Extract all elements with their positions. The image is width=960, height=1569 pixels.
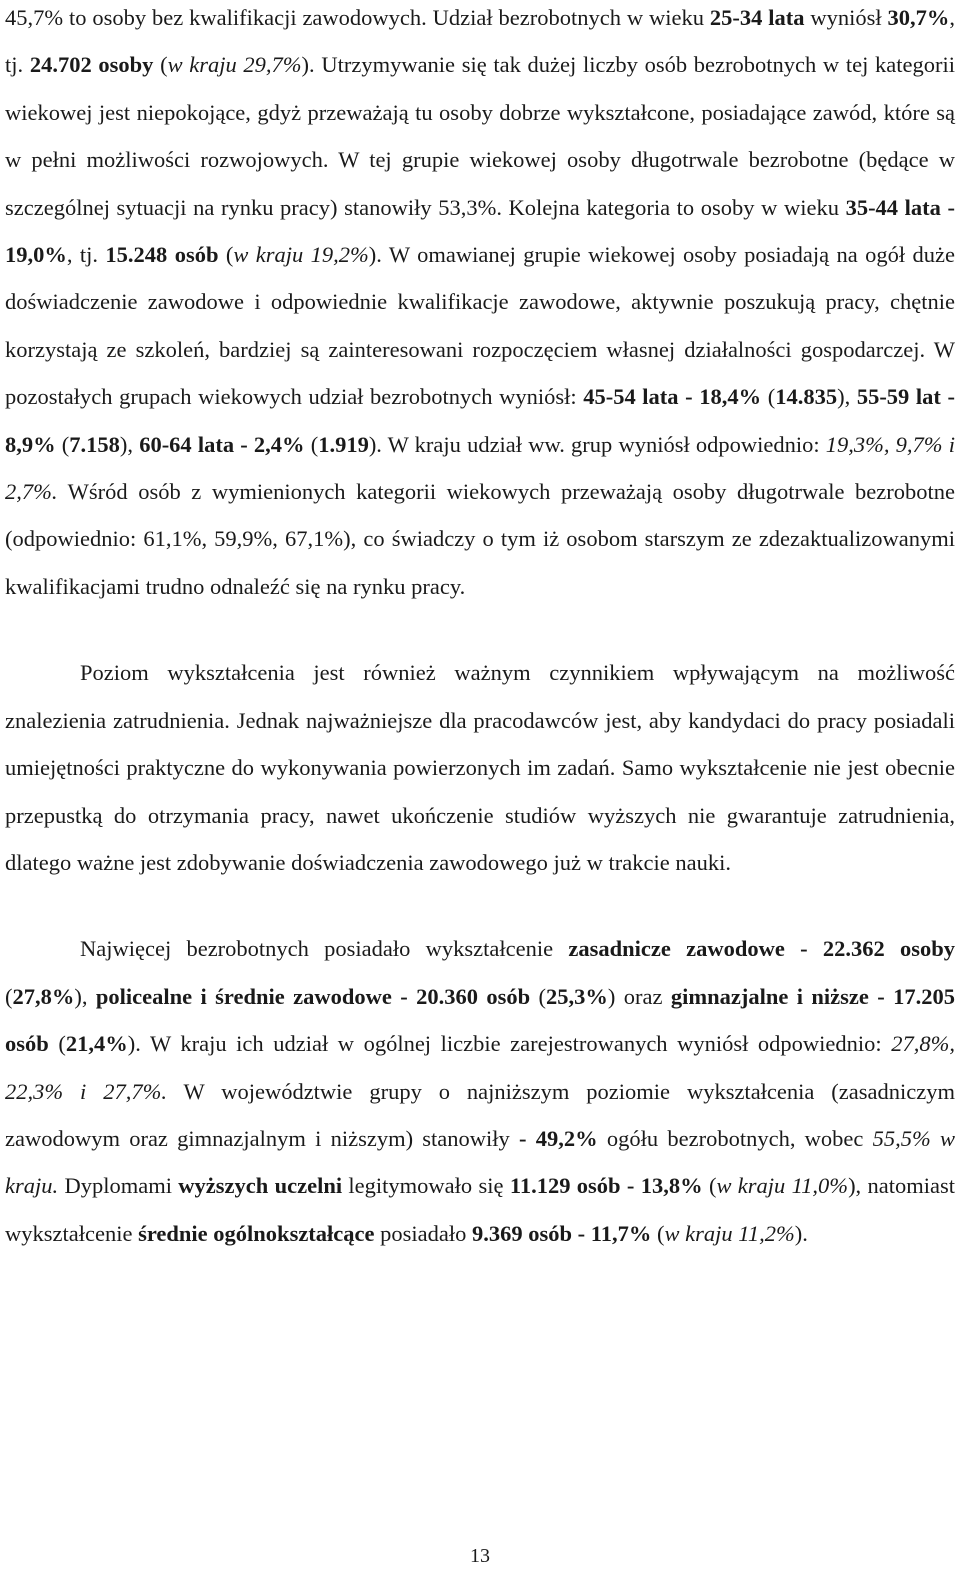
bold-text-run: 1.919 (318, 431, 369, 457)
text-run: ( (48, 1031, 66, 1057)
text-run: Poziom wykształcenia jest również ważnym czynnikiem wpływającym na możliwość znalezienia zatrudnienia. Jednak najważniejsze dla pracodawców jest, aby kandydaci do pracy posiadali umiejętności praktyczne do wykonywania powierzonych im zadań. Samo wykształcenie nie jest obecnie przepustką do otrzymania pracy, nawet ukończenie studiów wyższych nie gwarantuje zatrudnienia, dlatego ważne jest zdobywanie doświadczenia zawodowego już w trakcie nauki. (5, 660, 955, 875)
bold-text-run: - 49,2% (519, 1125, 598, 1151)
italic-text-run: 19,3%, 9,7% i 2,7%. (5, 431, 955, 505)
text-run: ( (304, 431, 319, 457)
text-run: Wśród osób z wymienionych kategorii wiekowych przeważają osoby długotrwale bezrobotne (odpowiednio: 61,1%, 59,9%, 67,1%), co świadczy o tym iż osobom starszym ze zdezaktualizowanymi kwalifikacjami trudno odnaleźć się na rynku pracy. (5, 479, 955, 599)
bold-text-run: 35-44 lata - 19,0% (5, 194, 955, 268)
text-run: ), (837, 384, 857, 410)
text-run: posiadało (374, 1220, 472, 1246)
bold-text-run: 55-59 lat - 8,9% (5, 384, 955, 457)
italic-text-run: 27,8%, 22,3% i 27,7%. (5, 1031, 955, 1104)
text-run: ( (651, 1220, 665, 1246)
document-page (5, 0, 955, 1257)
text-run: ( (761, 384, 776, 410)
paragraph-age-groups (5, 0, 955, 610)
italic-text-run: w kraju 11,2% (664, 1220, 795, 1246)
text-run: , tj. (66, 242, 106, 268)
bold-text-run: 25-34 lata (709, 5, 805, 30)
text-run: W województwie grupy o najniższym poziomie wykształcenia (zasadniczym zawodowym oraz gimnazjalnym i niższym) stanowiły (5, 1078, 955, 1151)
text-run: ( (5, 983, 13, 1009)
paragraph-education-statistics (5, 925, 955, 1257)
bold-text-run: 21,4% (65, 1031, 128, 1057)
text-run: ( (153, 52, 168, 78)
paragraph-spacer (5, 610, 955, 649)
bold-text-run: policealne i średnie zawodowe - 20.360 osób (95, 983, 531, 1009)
text-run: ), (119, 431, 140, 457)
text-run: , tj. (5, 5, 955, 78)
text-run: Najwięcej bezrobotnych posiadało wykształcenie (80, 936, 569, 962)
paragraph-education-level (5, 649, 955, 886)
text-run: ( (530, 983, 547, 1009)
bold-text-run: zasadnicze zawodowe - 22.362 osoby (568, 936, 955, 962)
text-run: ). W kraju udział ww. grup wyniósł odpowiednio: (368, 431, 826, 457)
bold-text-run: 60-64 lata - 2,4% (139, 431, 305, 457)
text-run: ogółu bezrobotnych, wobec (597, 1125, 873, 1151)
bold-text-run: 14.835 (775, 384, 838, 410)
text-run: wyniósł (804, 5, 888, 30)
italic-text-run: 55,5% w kraju. (5, 1125, 955, 1199)
text-run: legitymowało się (342, 1173, 510, 1199)
bold-text-run: 24.702 osoby (29, 52, 154, 78)
page-number: 13 (470, 1545, 490, 1567)
text-run: ), (74, 983, 96, 1009)
bold-text-run: wyższych uczelni (178, 1173, 343, 1199)
bold-text-run: 15.248 osób (105, 242, 219, 268)
bold-text-run: 27,8% (12, 983, 75, 1009)
text-run: Dyplomami (58, 1173, 179, 1199)
bold-text-run: 9.369 osób - 11,7% (472, 1220, 652, 1246)
text-run: ). W omawianej grupie wiekowej osoby posiadają na ogół duże doświadczenie zawodowe i odpowiednie kwalifikacje zawodowe, aktywnie poszukują pracy, chętnie korzystają ze szkoleń, bardziej są zainteresowani rozpoczęciem własnej działalności gospodarczej. W pozostałych grupach wiekowych udział bezrobotnych wyniósł: (5, 242, 955, 410)
text-run: ( (55, 431, 70, 457)
bold-text-run: 11.129 osób - 13,8% (509, 1173, 703, 1199)
text-run: 45,7% to osoby bez kwalifikacji zawodowych. Udział bezrobotnych w wieku (5, 5, 710, 30)
text-run: ). Utrzymywanie się tak dużej liczby osób bezrobotnych w tej kategorii wiekowej jest niepokojące, gdyż przeważają tu osoby dobrze wykształcone, posiadające zawód, które są w pełni możliwości rozwojowych. W tej grupie wiekowej osoby długotrwale bezrobotne (będące w szczególnej sytuacji na rynku pracy) stanowiły 53,3%. Kolejna kategoria to osoby w wieku (5, 52, 955, 220)
bold-text-run: 45-54 lata - 18,4% (583, 384, 762, 410)
bold-text-run: 25,3% (546, 983, 608, 1009)
text-run: ) oraz (607, 983, 671, 1009)
bold-text-run: średnie ogólnokształcące (138, 1220, 375, 1246)
text-run: ( (702, 1173, 717, 1199)
paragraph-spacer (5, 886, 955, 925)
text-run: ). (794, 1220, 808, 1246)
italic-text-run: w kraju 11,0% (716, 1173, 849, 1199)
text-run: ), natomiast wykształcenie (5, 1173, 955, 1246)
bold-text-run: 7.158 (69, 431, 120, 457)
bold-text-run: gimnazjalne i niższe - 17.205 osób (5, 983, 956, 1057)
text-run: ( (218, 242, 234, 268)
italic-text-run: w kraju 19,2% (233, 242, 369, 268)
text-run: ). W kraju ich udział w ogólnej liczbie zarejestrowanych wyniósł odpowiednio: (127, 1031, 892, 1057)
italic-text-run: w kraju 29,7% (167, 52, 302, 78)
bold-text-run: 30,7% (887, 5, 950, 30)
